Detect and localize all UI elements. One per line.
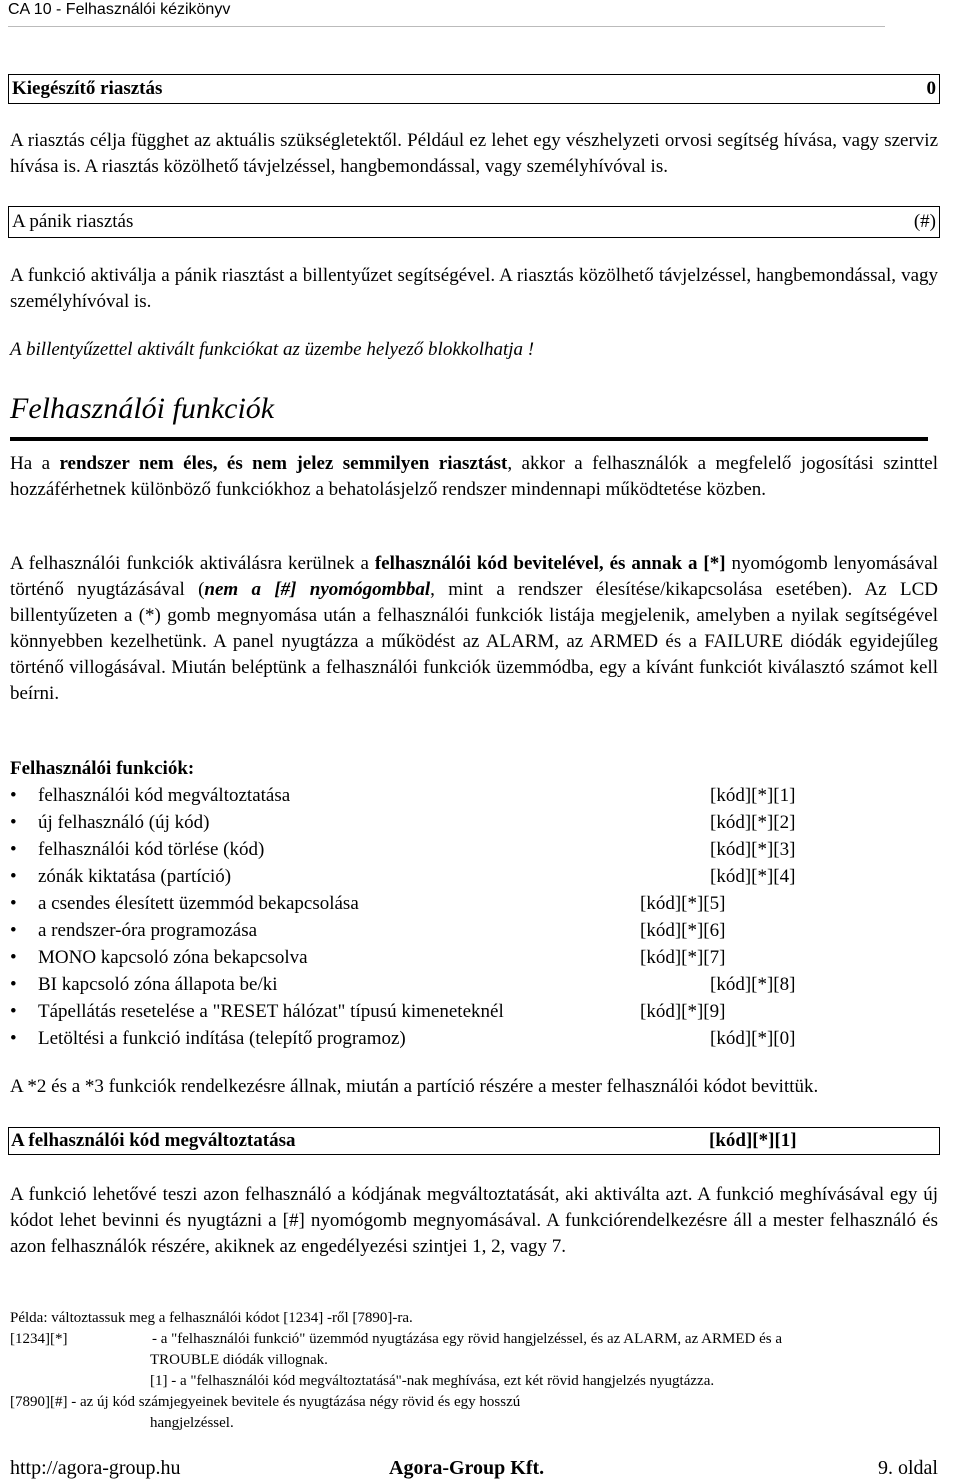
section-box-title: A pánik riasztás — [12, 211, 134, 232]
list-item-label: MONO kapcsoló zóna bekapcsolva — [38, 947, 308, 968]
bullet-icon: • — [10, 839, 17, 860]
bullet-icon: • — [10, 893, 17, 914]
list-item-code: [kód][*][1] — [710, 785, 796, 806]
paragraph-activation — [10, 551, 938, 707]
bullet-icon: • — [10, 1001, 17, 1022]
section-box-kodvaltoztatas — [8, 1127, 940, 1155]
footer-company: Agora-Group Kft. — [389, 1457, 545, 1479]
list-item-label: BI kapcsoló zóna állapota be/ki — [38, 974, 278, 995]
section-box-code: 0 — [926, 78, 936, 99]
list-item — [10, 836, 940, 863]
example-step: hangjelzéssel. — [150, 1415, 234, 1431]
functions-title: Felhasználói funkciók: — [10, 758, 195, 779]
functions-list — [10, 782, 940, 1052]
list-item-code: [kód][*][4] — [710, 866, 796, 887]
example-step: [7890][#] - az új kód számjegyeinek bevitele és nyugtázása négy rövid és egy hosszú — [10, 1394, 521, 1410]
bullet-icon: • — [10, 1028, 17, 1049]
footer-page-number: 9. oldal — [878, 1457, 938, 1479]
section-box-title: Kiegészítő riasztás — [12, 78, 163, 99]
bold-italic-run: nem a [#] nyomógombbal — [204, 579, 431, 600]
list-item — [10, 863, 940, 890]
bold-run: felhasználói kód bevitelével, és annak a [*] — [374, 553, 726, 574]
header-divider — [8, 26, 885, 27]
list-item — [10, 917, 940, 944]
list-item-code: [kód][*][2] — [710, 812, 796, 833]
list-item — [10, 782, 940, 809]
paragraph-kodvaltoztatas: A funkció lehetővé teszi azon felhasználó a kódjának megváltoztatását, aki aktiválta azt. A funkció meghívásával egy új kódot lehet bevinni és nyugtázni a [#] nyomógomb megnyomásával. A funkciórendelkezésre áll a mester felhasználó és azon felhasználók részére, akiknek az engedélyezési szintjei 1, 2, vagy 7. — [10, 1184, 938, 1257]
list-item-label: Tápellátás resetelése a "RESET hálózat" típusú kimeneteknél — [38, 1001, 504, 1022]
list-item-code: [kód][*][3] — [710, 839, 796, 860]
bullet-icon: • — [10, 947, 17, 968]
example-title: Példa: változtassuk meg a felhasználói kódot [1234] -ről [7890]-ra. — [10, 1310, 413, 1326]
example-step-desc: - a "felhasználói funkció" üzemmód nyugtázása egy rövid hangjelzéssel, és az ALARM, az ARMED és a — [152, 1331, 782, 1347]
list-item — [10, 944, 940, 971]
list-item-label: a rendszer-óra programozása — [38, 920, 258, 941]
list-item-code: [kód][*][5] — [640, 893, 726, 914]
section-box-code: [kód][*][1] — [709, 1130, 797, 1151]
list-item-label: zónák kiktatása (partíció) — [38, 866, 232, 887]
section-box-kiegeszito — [8, 74, 940, 104]
list-item-label: felhasználói kód megváltoztatása — [38, 785, 291, 806]
list-item-label: a csendes élesített üzemmód bekapcsolása — [38, 893, 359, 914]
document-header: CA 10 - Felhasználói kézikönyv — [8, 1, 231, 18]
example-step-desc: TROUBLE diódák villognak. — [150, 1352, 328, 1368]
italic-note: A billentyűzettel aktivált funkciókat az üzembe helyező blokkolhatja ! — [10, 339, 535, 360]
section-box-title: A felhasználói kód megváltoztatása — [11, 1130, 296, 1151]
list-item — [10, 809, 940, 836]
example-step-key: [1234][*] — [10, 1331, 68, 1347]
list-item-code: [kód][*][7] — [640, 947, 726, 968]
paragraph-panik: A funkció aktiválja a pánik riasztást a billentyűzet segítségével. A riasztás közölhető távjelzéssel, hangbemondással, vagy személyhívóval is. — [10, 265, 938, 312]
footer-url: http://agora-group.hu — [10, 1457, 181, 1479]
list-item-label: Letöltési a funkció indítása (telepítő programoz) — [38, 1028, 406, 1049]
list-item — [10, 890, 940, 917]
example-step: [1] - a "felhasználói kód megváltoztatásá"-nak meghívása, ezt két rövid hangjelzés nyugtázza. — [150, 1373, 715, 1389]
list-item-label: felhasználói kód törlése (kód) — [38, 839, 265, 860]
list-item-code: [kód][*][8] — [710, 974, 796, 995]
list-item-label: új felhasználó (új kód) — [38, 812, 210, 833]
page-title: Felhasználói funkciók — [10, 392, 275, 425]
bullet-icon: • — [10, 920, 17, 941]
paragraph-intro — [10, 451, 938, 503]
list-item-code: [kód][*][9] — [640, 1001, 726, 1022]
text-run: , mint a rendszer élesítése/kikapcsolása esetében). Az LCD billentyűzeten a (*) gomb megnyomása után a felhasználói funkciók listája megjelenik, amelyben a nyilak segítségével könnyebben kezelhetünk. A panel nyugtázza a működést az ALARM, az ARMED és a FAILURE diódák egyidejűleg történő villogásával. Miután beléptünk a felhasználói funkciók üzemmódba, egy a kívánt funkciót kiválasztó számot kell beírni. — [10, 579, 939, 704]
list-item-code: [kód][*][0] — [710, 1028, 796, 1049]
list-item — [10, 971, 940, 998]
bold-run: rendszer nem éles, és nem jelez semmilyen riasztást — [59, 453, 508, 474]
section-box-code: (#) — [913, 211, 936, 232]
text-run: , akkor a felhasználók a megfelelő jogosítási szinttel hozzáférhetnek különböző funkciókhoz a behatolásjelző rendszer mindennapi működtetése közben. — [10, 453, 938, 500]
paragraph-kiegeszito: A riasztás célja függhet az aktuális szükségletektől. Például ez lehet egy vészhelyzeti orvosi segítség hívása, vagy szerviz hívása is. A riasztás közölhető távjelzéssel, hangbemondással, vagy személyhívóval is. — [10, 130, 938, 177]
bullet-icon: • — [10, 974, 17, 995]
bullet-icon: • — [10, 812, 17, 833]
list-item — [10, 1025, 940, 1052]
paragraph-star-functions: A *2 és a *3 funkciók rendelkezésre állnak, miután a partíció részére a mester felhasználói kódot bevittük. — [10, 1076, 819, 1097]
list-item-code: [kód][*][6] — [640, 920, 726, 941]
heading-rule — [10, 437, 928, 441]
text-run: A felhasználói funkciók aktiválásra kerülnek a — [10, 553, 375, 574]
text-run: Ha a — [10, 453, 60, 474]
text-run: nyomógomb lenyomásával történő nyugtázásával ( — [10, 553, 938, 600]
list-item — [10, 998, 940, 1025]
section-box-panik — [8, 206, 940, 238]
bullet-icon: • — [10, 785, 17, 806]
bullet-icon: • — [10, 866, 17, 887]
